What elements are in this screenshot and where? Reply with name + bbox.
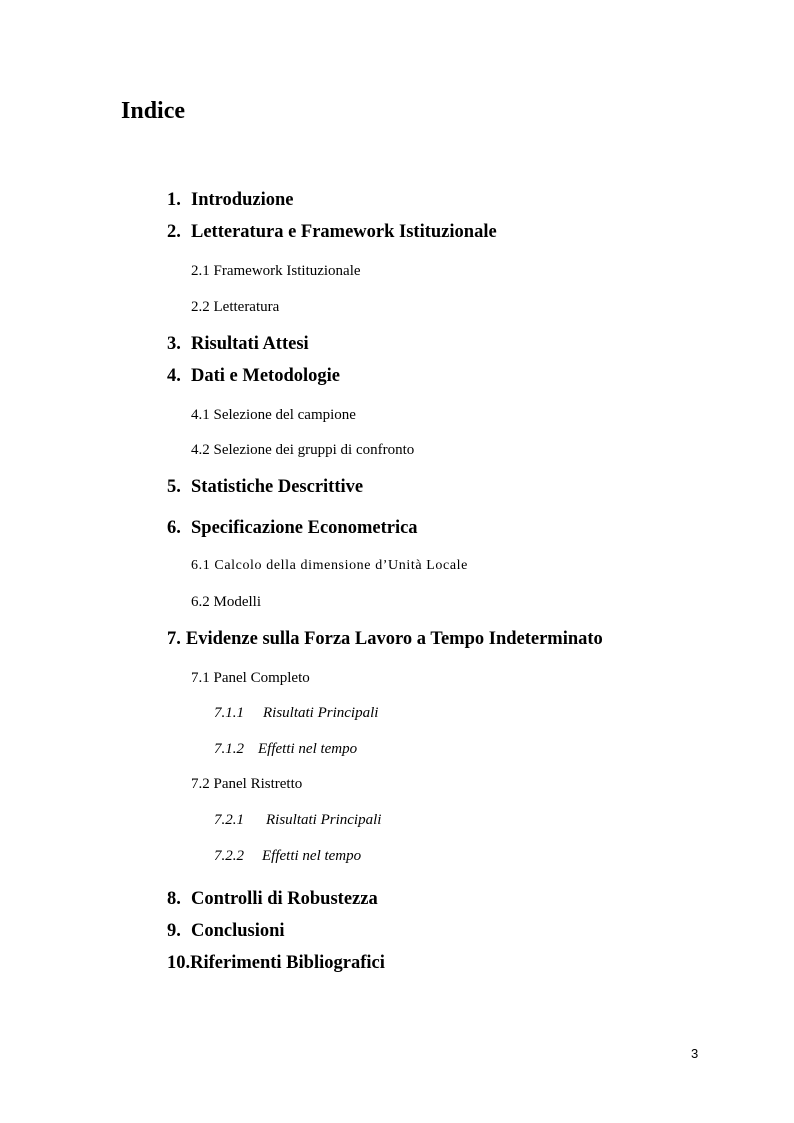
toc-entry-letteratura[interactable]: 2.2 Letteratura — [191, 299, 280, 315]
toc-label: Introduzione — [191, 190, 294, 210]
toc-entry-calcolo-dimensione[interactable]: 6.1 Calcolo della dimensione d’Unità Locale — [191, 558, 468, 573]
toc-entry-risultati-principali-completo[interactable] — [214, 703, 378, 723]
toc-label: Risultati Principali — [263, 705, 379, 721]
toc-entry-panel-ristretto[interactable]: 7.2 Panel Ristretto — [191, 776, 303, 792]
toc-entry-effetti-tempo-ristretto[interactable] — [214, 846, 361, 866]
toc-number: 3. — [167, 334, 181, 354]
toc-entry-introduzione[interactable] — [167, 188, 293, 212]
toc-number: 4. — [167, 366, 181, 386]
toc-label: Specificazione Econometrica — [191, 518, 418, 538]
page-title: Indice — [121, 98, 186, 124]
toc-entry-dati-metodologie[interactable] — [167, 364, 340, 388]
toc-number: 9. — [167, 921, 181, 941]
toc-number: 7. — [167, 629, 181, 649]
toc-entry-riferimenti-bibliografici[interactable] — [167, 951, 385, 975]
toc-label: Riferimenti Bibliografici — [190, 953, 385, 973]
toc-number: 7.1.1 — [214, 705, 244, 721]
toc-entry-framework-istituzionale[interactable]: 2.1 Framework Istituzionale — [191, 263, 361, 279]
toc-label: Effetti nel tempo — [262, 848, 362, 864]
toc-entry-selezione-gruppi[interactable]: 4.2 Selezione dei gruppi di confronto — [191, 442, 415, 458]
toc-number: 2. — [167, 222, 181, 242]
toc-label: Evidenze sulla Forza Lavoro a Tempo Indeterminato — [185, 629, 603, 649]
toc-entry-controlli-robustezza[interactable] — [167, 887, 378, 911]
toc-label: Risultati Principali — [266, 812, 382, 828]
toc-label: Letteratura e Framework Istituzionale — [191, 222, 497, 242]
toc-number: 10. — [167, 953, 191, 973]
toc-entry-modelli[interactable]: 6.2 Modelli — [191, 594, 261, 610]
toc-label: Statistiche Descrittive — [191, 477, 364, 497]
toc-number: 7.2.1 — [214, 812, 244, 828]
toc-entry-risultati-attesi[interactable] — [167, 332, 309, 356]
toc-entry-letteratura-framework[interactable] — [167, 220, 497, 244]
toc-entry-evidenze-forza-lavoro[interactable] — [167, 627, 603, 651]
toc-number: 5. — [167, 477, 181, 497]
toc-entry-risultati-principali-ristretto[interactable] — [214, 810, 381, 830]
toc-number: 7.1.2 — [214, 741, 244, 757]
toc-label: Risultati Attesi — [191, 334, 309, 354]
toc-label: Dati e Metodologie — [191, 366, 340, 386]
toc-entry-panel-completo[interactable]: 7.1 Panel Completo — [191, 670, 310, 686]
toc-number: 7.2.2 — [214, 848, 244, 864]
toc-entry-conclusioni[interactable] — [167, 919, 285, 943]
toc-label: Controlli di Robustezza — [191, 889, 378, 909]
toc-number: 1. — [167, 190, 181, 210]
toc-label: Conclusioni — [191, 921, 285, 941]
toc-entry-effetti-tempo-completo[interactable] — [214, 739, 357, 759]
toc-number: 8. — [167, 889, 181, 909]
toc-entry-statistiche-descrittive[interactable] — [167, 475, 363, 499]
toc-entry-selezione-campione[interactable]: 4.1 Selezione del campione — [191, 407, 356, 423]
toc-entry-specificazione-econometrica[interactable] — [167, 516, 418, 540]
toc-label: Effetti nel tempo — [258, 741, 358, 757]
page-number: 3 — [691, 1046, 699, 1061]
toc-number: 6. — [167, 518, 181, 538]
